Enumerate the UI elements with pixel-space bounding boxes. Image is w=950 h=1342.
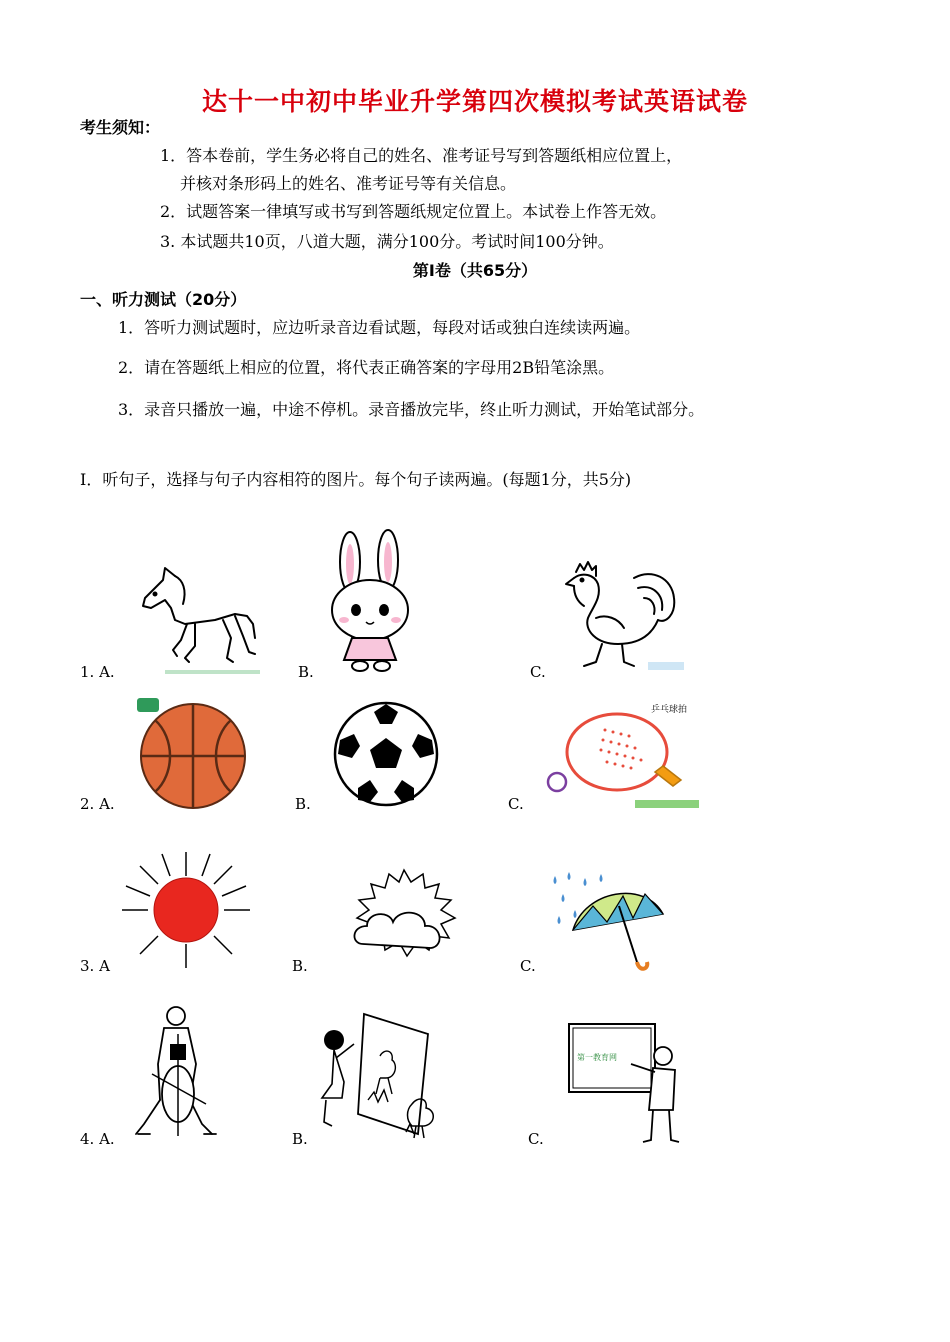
exam-title: 达十一中初中毕业升学第四次模拟考试英语试卷 [201, 87, 748, 116]
q4-option-b: B. [292, 1130, 308, 1148]
q3-option-c: C. [520, 957, 536, 975]
section1-rule-2: 2．请在答题纸上相应的位置，将代表正确答案的字母用2B铅笔涂黑。 [118, 358, 615, 377]
q2-option-a: 2. A. [80, 795, 115, 813]
horse-icon [135, 558, 265, 678]
football-icon [332, 700, 440, 808]
q1-option-a: 1. A. [80, 663, 115, 681]
sun-icon [118, 848, 254, 972]
girl-painting-icon [318, 1004, 442, 1144]
cloud-icon [345, 868, 463, 962]
part-heading: 第Ⅰ卷（共65分） [412, 261, 538, 280]
notice-item-1-cont: 并核对条形码上的姓名、准考证号等有关信息。 [180, 174, 517, 193]
q1-option-c: C. [530, 663, 546, 681]
pingpong-paddle-icon [545, 700, 705, 810]
q3-option-b: B. [292, 957, 308, 975]
q3-option-a: 3. A [80, 957, 110, 975]
q2-option-b: B. [295, 795, 311, 813]
q1-option-b: B. [298, 663, 314, 681]
rooster-icon [562, 558, 692, 676]
section1-rule-3: 3．录音只播放一遍，中途不停机。录音播放完毕，终止听力测试，开始笔试部分。 [118, 400, 705, 419]
notice-heading: 考生须知： [80, 118, 161, 137]
notice-item-2: 2．试题答案一律填写或书写到答题纸规定位置上。本试卷上作答无效。 [160, 202, 667, 221]
blackboard-watermark: 第一教育网 [577, 1053, 617, 1062]
basketball-icon [135, 698, 251, 810]
q2-option-c: C. [508, 795, 524, 813]
rabbit-icon [322, 528, 418, 676]
umbrella-icon [545, 870, 669, 974]
q4-option-c: C. [528, 1130, 544, 1148]
q4-option-a: 4. A. [80, 1130, 115, 1148]
notice-item-1: 1．答本卷前，学生务必将自己的姓名、准考证号写到答题纸相应位置上， [160, 146, 683, 165]
cellist-icon [130, 1004, 220, 1146]
notice-item-3: 3. 本试题共10页，八道大题，满分100分。考试时间100分钟。 [160, 232, 614, 251]
teacher-blackboard-icon [565, 1020, 689, 1146]
section1-rule-1: 1．答听力测试题时，应边听录音边看试题，每段对话或独白连续读两遍。 [118, 318, 641, 337]
pingpong-caption: 乒乓球拍 [651, 705, 688, 715]
section1-heading: 一、听力测试（20分） [80, 290, 247, 309]
part1-instruction: I．听句子，选择与句子内容相符的图片。每个句子读两遍。(每题1分，共5分) [80, 470, 632, 489]
